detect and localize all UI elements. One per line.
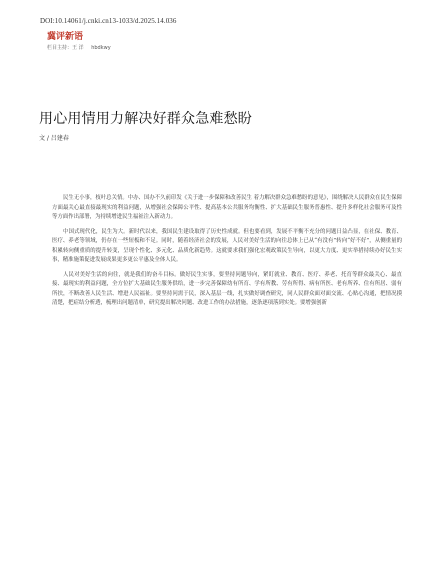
- column-title: 冀评新语: [47, 32, 84, 42]
- column-editor-line: [47, 44, 117, 51]
- editor-label: 栏目主持：王 洋: [47, 45, 84, 51]
- article-author: 文 / 吕建春: [39, 135, 69, 142]
- body-paragraph-1: 民生无小事，枝叶总关情。中办、国办不久前印发《关于进一步保障和改善民生 着力解决群众急难愁盼的意见》，围绕解决人民群众在民生保障方面最关心最直接最现实的利益问题，从增强社会保障公平性、提高基本公共服务均衡性、扩大基础民生服务普惠性、提升多样化社会服务可及性等方面作出部署，为持续增进民生福祉注入新动力。: [52, 195, 402, 220]
- editor-email: hbdkwy: [91, 45, 111, 51]
- body-paragraph-2: 中国式现代化，民生为大。新时代以来，我国民生建设取得了历史性成就。但也要看到，发展不平衡不充分的问题日益凸显，在社保、教育、医疗、养老等领域，仍存在一些短板和不足。同时，随着经济社会的发展，人民对美好生活的向往总体上已从“有没有”转向“好不好”，从侧重量的积累转向侧重质的提升转变，呈现个性化、多元化、品质化新趋势。这就要求我们强化宏观政策民生导向，以更大力度、更实举措持续办好民生实事，精准施策促进发展成果更多更公平惠及全体人民。: [52, 228, 402, 263]
- body-paragraph-3: 人民对美好生活的向往，就是我们的奋斗目标。做好民生实事，要坚持问题导向，紧盯就业、教育、医疗、养老、托育等群众最关心、最直接、最现实的利益问题，全方位扩大基础民生服务供给，进一步完善保障幼有所育、学有所教、劳有所得、病有所医、老有所养、住有所居、弱有所扶，不断改善人民生活、增进人民福祉。要坚持问需于民，深入基层一线，扎实做好调查研究，同人民群众面对面交流、心贴心沟通，把情况摸清楚，把症结分析透，梳理出问题清单，研究提出解决问题、改进工作的办法措施，逐条逐项落到实处。要增强创新: [52, 271, 402, 306]
- article-title: 用心用情用力解决好群众急难愁盼: [39, 111, 252, 127]
- article-body: [52, 194, 402, 314]
- doi-line: DOI:10.14061/j.cnki.cn13-1033/d.2025.14.036: [40, 17, 177, 25]
